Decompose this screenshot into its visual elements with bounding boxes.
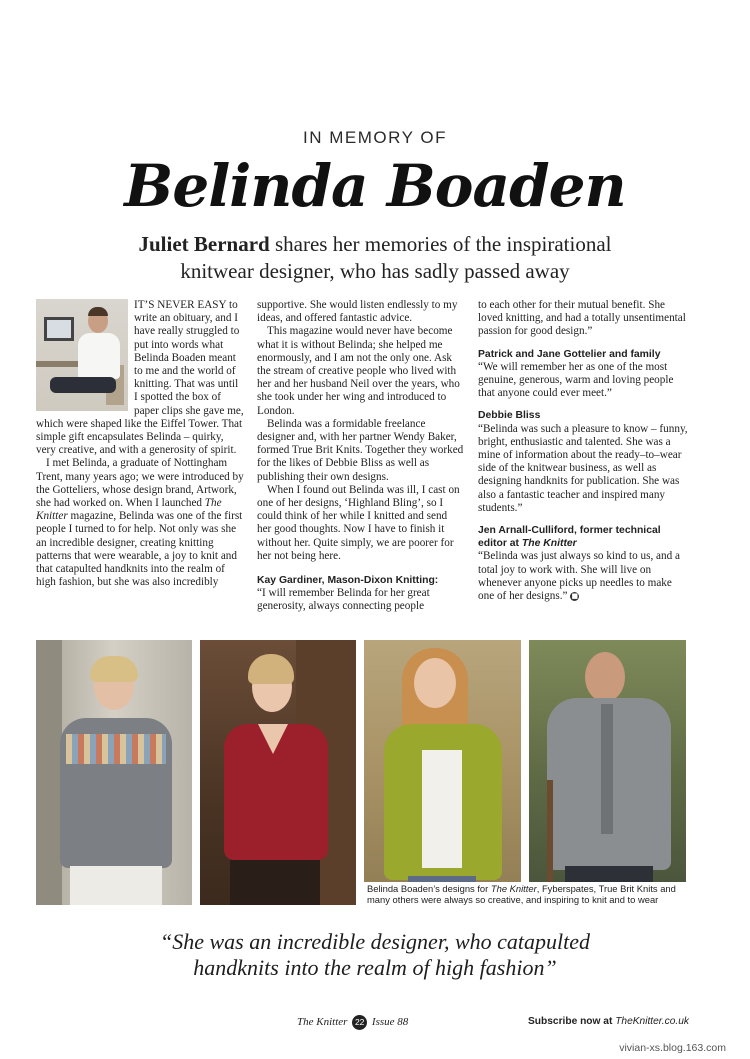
standfirst-author: Juliet Bernard (138, 232, 270, 256)
footer-issue: Issue 88 (371, 1016, 409, 1029)
magazine-name: The Knitter (36, 497, 222, 523)
article-column-3 (478, 299, 688, 603)
magazine-name: The Knitter (490, 883, 537, 894)
paragraph-ill: When I found out Belinda was ill, I cast on one of her designs, ‘Highland Bling’, so I could think of her while I knitted and send her good thoughts. Now I have to finish it without her. Quite simply, we are poorer for her not being here. (257, 483, 460, 562)
paragraph-met-belinda (36, 457, 244, 589)
subscribe-link[interactable]: TheKnitter.co.uk (615, 1016, 689, 1027)
quote-text: “Belinda was just always so kind to us, and a total joy to work with. She will live on whenever anyone picks up needles to make one of her designs.” (478, 550, 680, 603)
tribute-quote-kay: “I will remember Belinda for her great generosity, always connecting people (257, 587, 430, 613)
pull-quote-line-1: “She was an incredible designer, who catapulted (160, 929, 590, 954)
caption-text: , Fyberspates, True Brit Knits and many others were always so creative, and inspiring to knit and to wear (367, 883, 676, 905)
author-photo (36, 299, 128, 411)
standfirst (60, 231, 690, 285)
footer-magazine-name: The Knitter (297, 1016, 348, 1029)
photo-fairisle-sweater (36, 640, 192, 905)
face-front-shape (414, 658, 456, 708)
paragraph-freelance: Belinda was a formidable freelance designer and, with her partner Wendy Baker, formed True Brit Knits. Together they worked for the likes of Debbie Bliss as well as publishing their own designs. (257, 417, 464, 483)
hair-shape (88, 307, 108, 316)
hair-shape (248, 654, 294, 684)
monitor-shape (44, 317, 74, 341)
end-mark-icon: ■ (571, 591, 579, 600)
white-top-shape (422, 750, 462, 868)
tribute-heading-jen (478, 524, 688, 550)
tribute-quote-kay-cont: to each other for their mutual benefit. She loved knitting, and had a totally unsentimental passion for good design.” (478, 299, 686, 338)
tribute-heading-kay: Kay Gardiner, Mason-Dixon Knitting: (257, 575, 439, 587)
article-column-2 (257, 299, 464, 614)
tribute-heading-bliss: Debbie Bliss (478, 410, 541, 422)
page-title: Belinda Boaden (124, 152, 626, 220)
paragraph-text: I met Belinda, a graduate of Nottingham Trent, many years ago; we were introduced by the Gotteliers, whose design brand, Artwork, she had worked on. When I launched (36, 457, 244, 510)
trousers-shape (70, 866, 162, 905)
photo-green-cardigan (364, 640, 521, 905)
legs-shape (50, 377, 116, 393)
magazine-name: The Knitter (521, 538, 577, 550)
door-frame-shape (36, 640, 62, 905)
caption-text: Belinda Boaden’s designs for (367, 883, 491, 894)
page-number: 22 (352, 1015, 367, 1030)
button-band-shape (601, 704, 613, 834)
hair-shape (90, 656, 138, 682)
pull-quote (40, 929, 710, 981)
tribute-heading-gottelier: Patrick and Jane Gottelier and family (478, 348, 661, 360)
photo-caption (364, 882, 686, 905)
face-shape (585, 652, 625, 702)
standfirst-line1: shares her memories of the inspirational (269, 232, 612, 256)
heading-text: Jen Arnall-Culliford, former technical editor at (478, 525, 661, 550)
photo-red-sweater (200, 640, 356, 905)
paragraph-intro: IT’S NEVER EASY to write an obituary, and I have really struggled to put into words what Belinda Boaden meant to me and the world of knitting. That was until I spotted the box of paper clips she gave me, which were shaped like the Eiffel Tower. That simple gift encapsulates Belinda – quirky, very creative, and with a generosity of spirit. (36, 299, 244, 457)
kicker: IN MEMORY OF (303, 128, 447, 147)
footer-subscribe (528, 1016, 689, 1027)
photo-grey-cardigan (529, 640, 686, 905)
paragraph-supportive: supportive. She would listen endlessly to my ideas, and offered fantastic advice. (257, 299, 458, 325)
tribute-quote-jen (478, 550, 688, 603)
tribute-quote-bliss: “Belinda was such a pleasure to know – funny, bright, enthusiastic and talented. She was a mine of information about the ready–to–wear side of the knitwear business, as well as designing handknits for publication. She was also a fantastic teacher and inspired many students.” (478, 422, 688, 514)
article-column-1 (36, 299, 244, 589)
desk-shape (36, 361, 80, 367)
skirt-shape (230, 860, 320, 905)
watermark: vivian-xs.blog.163.com (619, 1042, 726, 1054)
tribute-quote-gottelier: “We will remember her as one of the most genuine, generous, warm and loving people that anyone could ever meet.” (478, 360, 674, 400)
fairisle-yoke-shape (66, 734, 166, 764)
subscribe-text: Subscribe now at (528, 1016, 616, 1027)
footer-folio (297, 1015, 408, 1030)
paragraph-magazine: This magazine would never have become what it is without Belinda; she helped me enormously, and I am not the only one. Ask the stream of creative people who lived with her and her husband Neil over the years, who she took under her wing and introduced to London. (257, 325, 460, 417)
pull-quote-line-2: handknits into the realm of high fashion” (193, 955, 557, 980)
standfirst-line2: knitwear designer, who has sadly passed away (180, 259, 570, 283)
paragraph-text: magazine, Belinda was one of the first people I turned to for help. Not only was she an incredible designer, creating knitting patterns that were wearable, a joy to knit and that catapulted handknits into the realm of high fashion, but she was also incredibly (36, 510, 243, 589)
shirt-shape (78, 333, 120, 379)
